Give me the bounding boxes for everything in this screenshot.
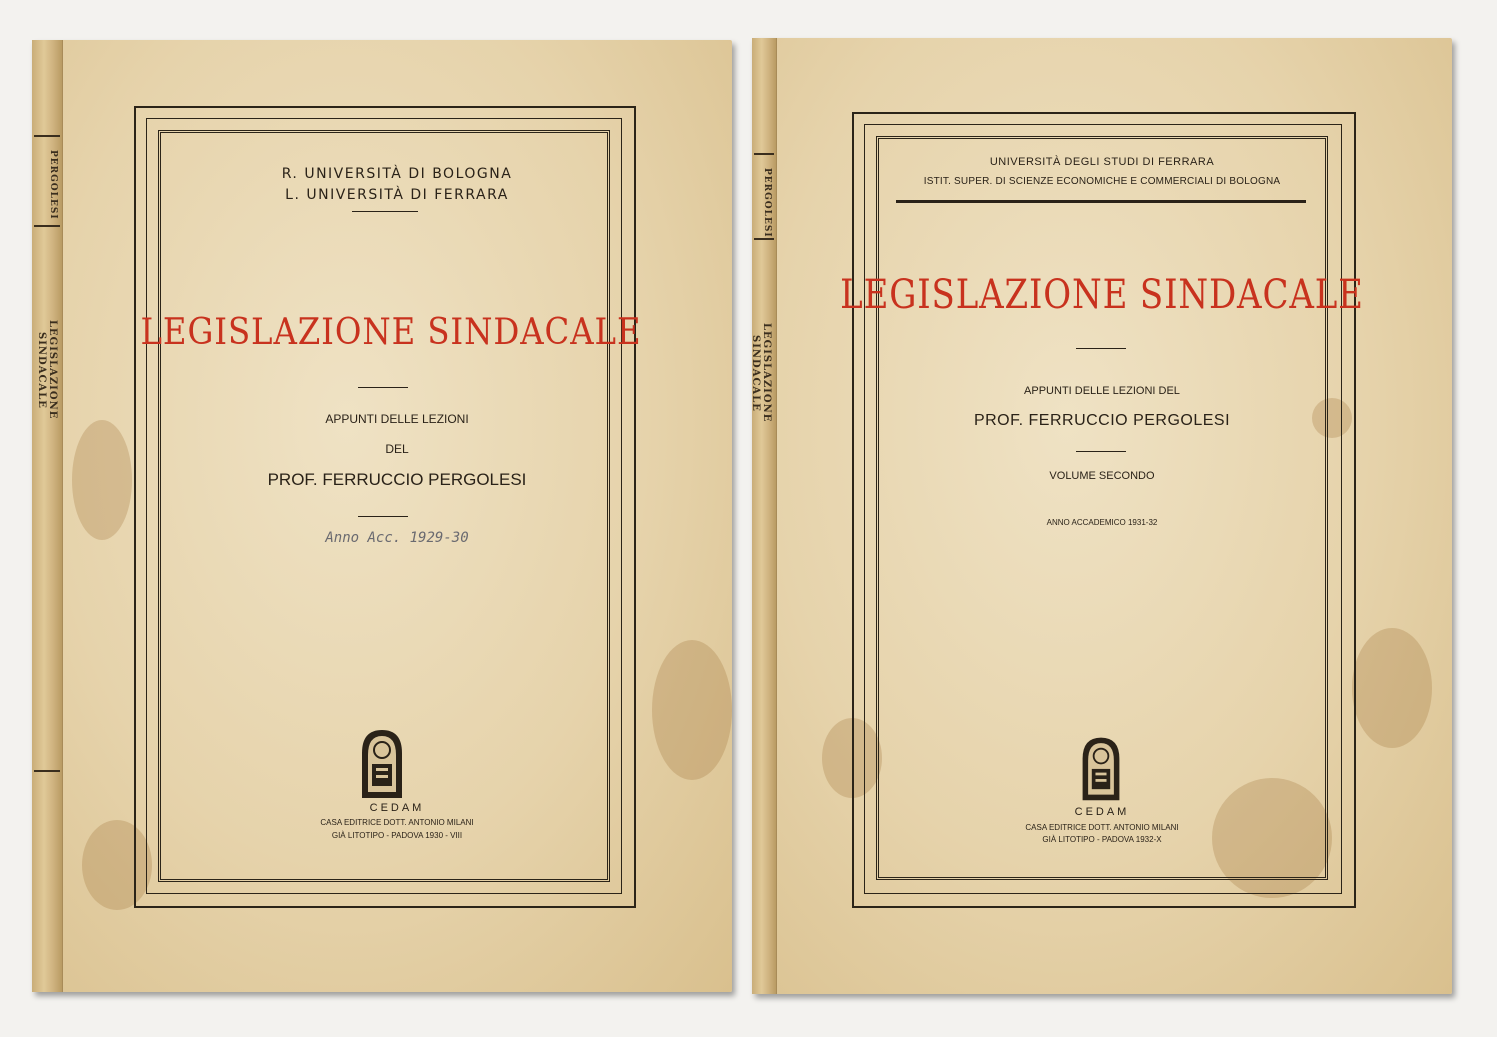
divider	[358, 387, 408, 388]
divider	[1076, 348, 1126, 349]
imprint-line-2: GIÀ LITOTIPO - PADOVA 1930 - VIII	[331, 831, 463, 840]
imprint-line-2: GIÀ LITOTIPO - PADOVA 1932-X	[1042, 835, 1162, 844]
volume-label: VOLUME SECONDO	[1049, 470, 1155, 482]
right-book-cover	[752, 38, 1452, 994]
subtitle-1: APPUNTI DELLE LEZIONI	[325, 412, 469, 426]
publisher-name: CEDAM	[369, 802, 425, 814]
divider	[352, 211, 418, 212]
author-name: PROF. FERRUCCIO PERGOLESI	[973, 412, 1231, 429]
header-line-2: ISTIT. SUPER. DI SCIENZE ECONOMICHE E COMMERCIALI DI BOLOGNA	[923, 176, 1281, 187]
spine-author: PERGOLESI	[762, 168, 772, 238]
spine-title: LEGISLAZIONE SINDACALE	[36, 320, 58, 420]
spine-rule	[754, 153, 774, 155]
cover-title: LEGISLAZIONE SINDACALE	[140, 312, 642, 353]
author-name: PROF. FERRUCCIO PERGOLESI	[267, 470, 527, 489]
spine-rule	[34, 225, 60, 227]
spine-rule	[754, 238, 774, 240]
spine-author: PERGOLESI	[48, 150, 58, 220]
cover-title: LEGISLAZIONE SINDACALE	[840, 272, 1364, 318]
subtitle-1: APPUNTI DELLE LEZIONI DEL	[1024, 385, 1180, 397]
header-line-2: L. UNIVERSITÀ DI FERRARA	[285, 187, 509, 203]
header-rule	[896, 200, 1306, 203]
spine-title: LEGISLAZIONE SINDACALE	[750, 323, 772, 423]
spine-rule	[34, 770, 60, 772]
subtitle-2: DEL	[385, 442, 409, 456]
cedam-logo-icon	[357, 728, 407, 798]
imprint-line-1: CASA EDITRICE DOTT. ANTONIO MILANI	[320, 818, 474, 827]
imprint-line-1: CASA EDITRICE DOTT. ANTONIO MILANI	[1025, 823, 1179, 832]
publisher-name: CEDAM	[1074, 806, 1130, 818]
stain	[1352, 628, 1432, 748]
header-line-1: UNIVERSITÀ DEGLI STUDI DI FERRARA	[989, 156, 1215, 168]
stain	[652, 640, 732, 780]
divider	[1076, 451, 1126, 452]
left-book-spine	[32, 40, 63, 992]
left-book-cover	[32, 40, 732, 992]
divider	[358, 516, 408, 517]
header-line-1: R. UNIVERSITÀ DI BOLOGNA	[281, 166, 513, 182]
handwritten-note: Anno Acc. 1929-30	[325, 530, 469, 546]
academic-year: ANNO ACCADEMICO 1931-32	[1046, 518, 1158, 527]
spine-rule	[34, 135, 60, 137]
cedam-logo-icon	[1078, 735, 1124, 801]
